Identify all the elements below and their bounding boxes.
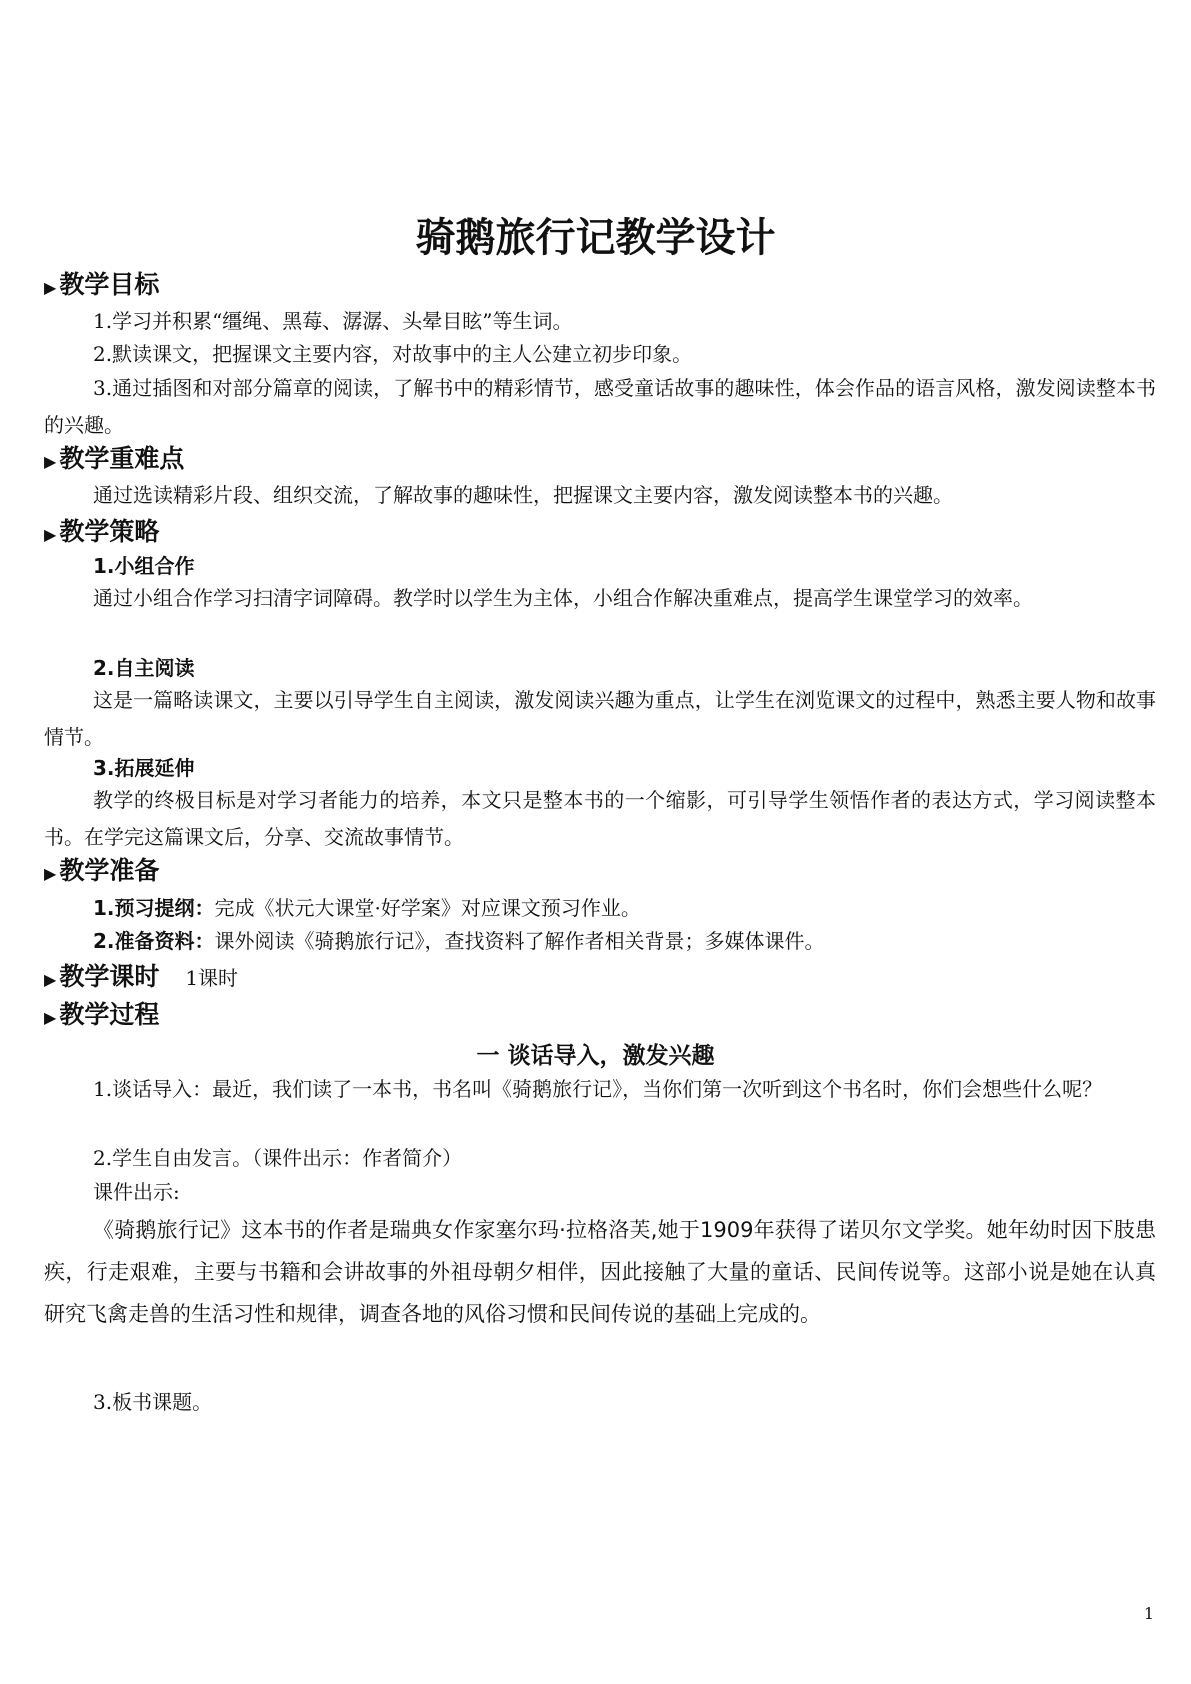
strategy-subheading: 2.自主阅读 [93,656,195,680]
goal-item: 2.默读课文，把握课文主要内容，对故事中的主人公建立初步印象。 [93,342,693,366]
goal-item: 1.学习并积累“缰绳、黑莓、潺潺、头晕目眩”等生词。 [93,309,573,333]
process-step: 2.学生自由发言。（课件出示：作者简介） [93,1146,463,1170]
document-title: 骑鹅旅行记教学设计 [415,215,776,261]
process-step: 课件出示: [93,1180,180,1204]
goal-item: 3.通过插图和对部分篇章的阅读，了解书中的精彩情节，感受童话故事的趣味性，体会作品的语言风格，激发阅读整本书的兴趣。 [44,376,1156,437]
hours-value: 1课时 [185,966,239,990]
strategy-subheading: 1.小组合作 [93,554,195,578]
section-heading-preparation: ▶ 教学准备 [44,856,160,885]
page-number: 1 [1143,1604,1154,1623]
triangle-bullet-icon: ▶ [44,452,57,471]
section-heading-goals: ▶ 教学目标 [44,270,160,299]
preparation-item: 1.预习提纲：完成《状元大课堂·好学案》对应课文预习作业。 [93,896,641,920]
triangle-bullet-icon: ▶ [44,970,57,989]
part-heading: 一 谈话导入，激发兴趣 [476,1043,715,1069]
courseware-text: 《骑鹅旅行记》这本书的作者是瑞典女作家塞尔玛·拉格洛芙,她于1909年获得了诺贝尔文学奖。她年幼时因下肢患疾，行走艰难，主要与书籍和会讲故事的外祖母朝夕相伴，因此接触了大量的童话、民间传说等。这部小说是她在认真研究飞禽走兽的生活习性和规律，调查各地的风俗习惯和民间传说的基础上完成的。 [44,1218,1156,1326]
section-heading-strategy: ▶ 教学策略 [44,517,160,546]
strategy-text: 通过小组合作学习扫清字词障碍。教学时以学生为主体，小组合作解决重难点，提高学生课堂学习的效率。 [93,586,1033,610]
triangle-bullet-icon: ▶ [44,278,57,297]
strategy-text: 教学的终极目标是对学习者能力的培养，本文只是整本书的一个缩影，可引导学生领悟作者的表达方式，学习阅读整本书。在学完这篇课文后，分享、交流故事情节。 [44,788,1156,849]
key-points-text: 通过选读精彩片段、组织交流，了解故事的趣味性，把握课文主要内容，激发阅读整本书的兴趣。 [93,483,953,507]
section-heading-key-points: ▶ 教学重难点 [44,444,185,473]
strategy-subheading: 3.拓展延伸 [93,756,195,780]
preparation-item: 2.准备资料：课外阅读《骑鹅旅行记》，查找资料了解作者相关背景；多媒体课件。 [93,929,825,953]
triangle-bullet-icon: ▶ [44,525,57,544]
triangle-bullet-icon: ▶ [44,1008,57,1027]
section-heading-process: ▶ 教学过程 [44,1000,160,1029]
triangle-bullet-icon: ▶ [44,864,57,883]
strategy-text: 这是一篇略读课文，主要以引导学生自主阅读，激发阅读兴趣为重点，让学生在浏览课文的过程中，熟悉主要人物和故事情节。 [44,688,1156,749]
section-heading-hours: ▶ 教学课时 1课时 [44,962,239,991]
process-step: 3.板书课题。 [93,1390,213,1414]
process-step: 1.谈话导入：最近，我们读了一本书，书名叫《骑鹅旅行记》，当你们第一次听到这个书名时，你们会想些什么呢？ [93,1077,1103,1101]
